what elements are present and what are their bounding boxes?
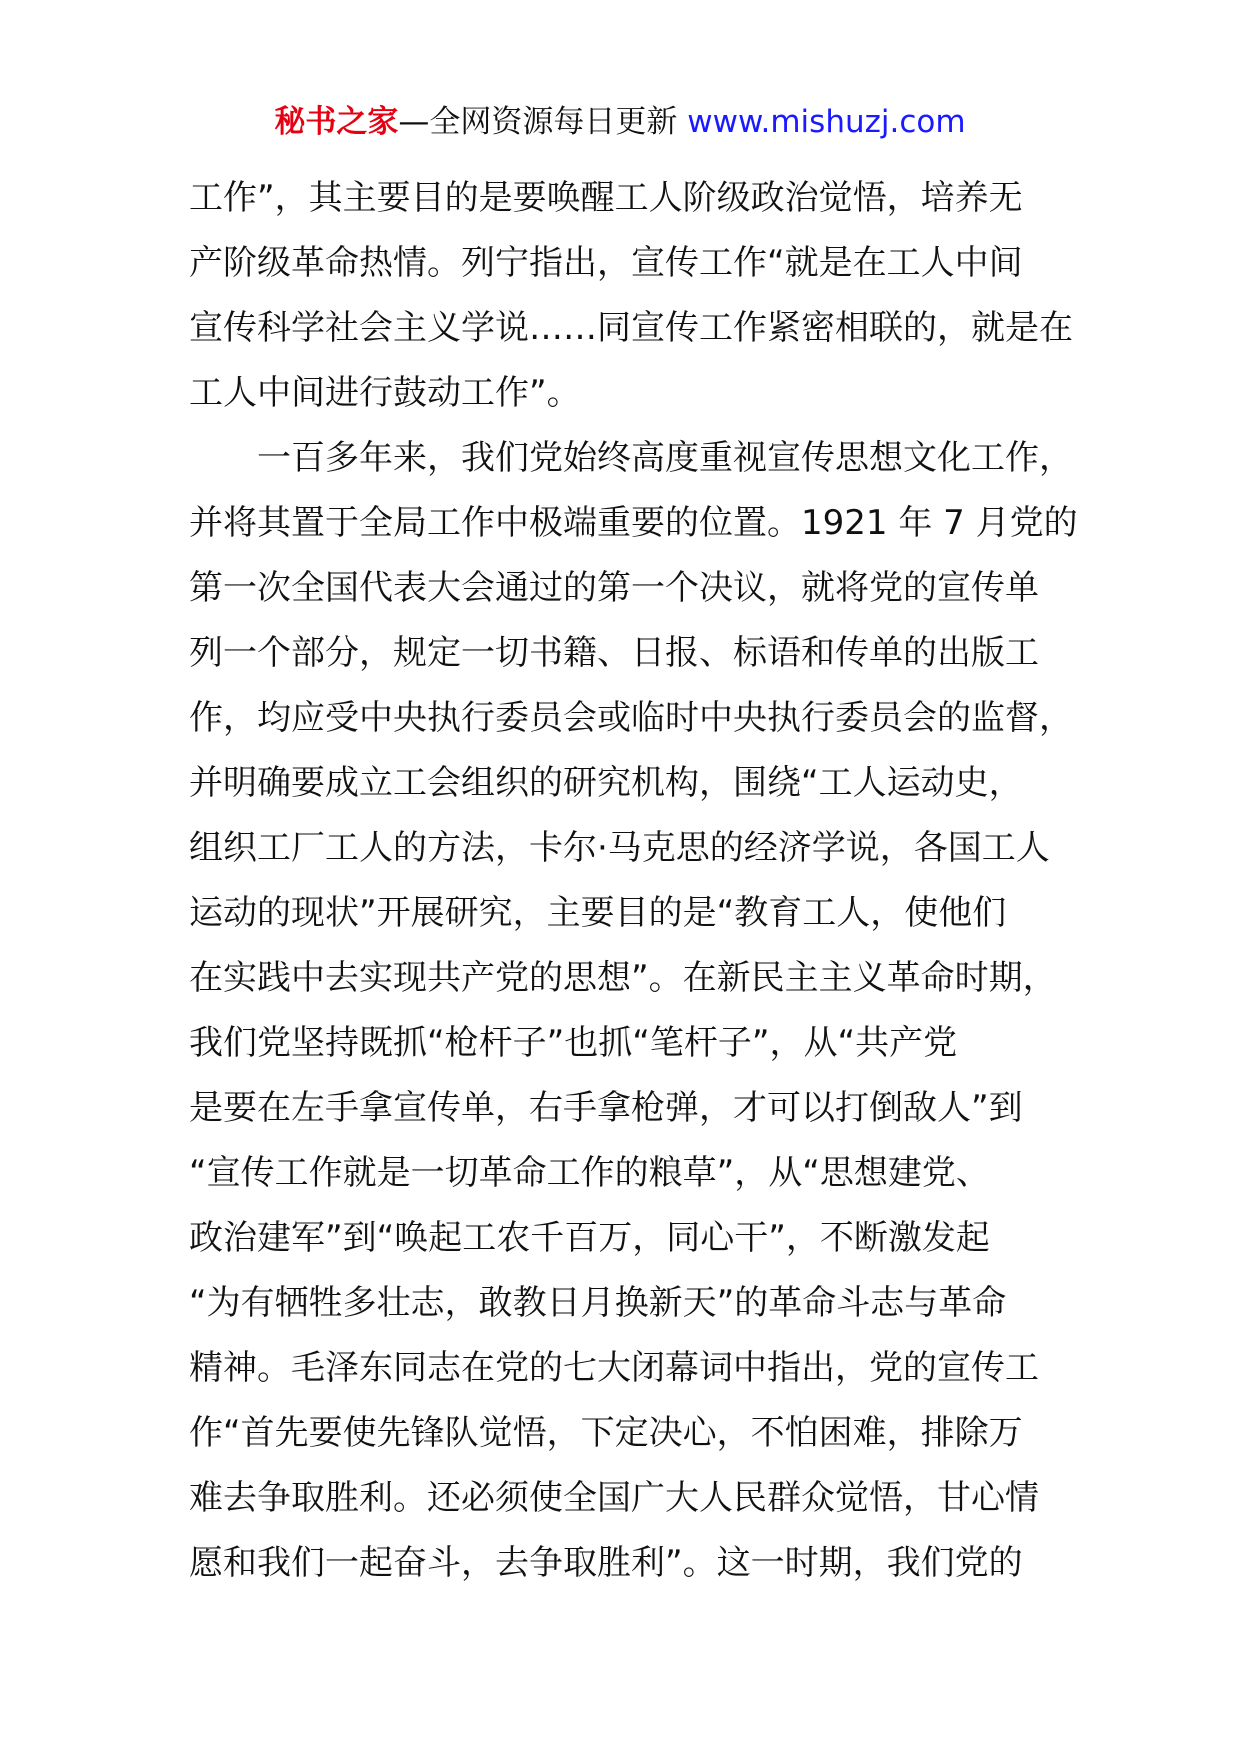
text-line: 组织工厂工人的方法，卡尔·马克思的经济学说，各国工人 — [189, 828, 1050, 868]
text-line: 一百多年来，我们党始终高度重视宣传思想文化工作， — [189, 438, 1073, 478]
text-line: 我们党坚持既抓“枪杆子”也抓“笔杆子”，从“共产党 — [189, 1023, 958, 1063]
page-header — [0, 100, 1240, 144]
text-line: 列一个部分，规定一切书籍、日报、标语和传单的出版工 — [189, 633, 1039, 673]
text-line: 运动的现状”开展研究，主要目的是“教育工人，使他们 — [189, 893, 1007, 933]
text-line: 并将其置于全局工作中极端重要的位置。1921 年 7 月党的 — [189, 503, 1078, 543]
document-body — [189, 166, 1078, 1596]
text-line: 并明确要成立工会组织的研究机构，围绕“工人运动史， — [189, 763, 1023, 803]
text-line: 愿和我们一起奋斗，去争取胜利”。这一时期，我们党的 — [189, 1543, 1023, 1583]
text-line: 政治建军”到“唤起工农千百万，同心干”，不断激发起 — [189, 1218, 990, 1258]
text-line: 难去争取胜利。还必须使全国广大人民群众觉悟，甘心情 — [189, 1478, 1039, 1518]
brand-name: 秘书之家 — [274, 104, 399, 140]
text-line: 精神。毛泽东同志在党的七大闭幕词中指出，党的宣传工 — [189, 1348, 1039, 1388]
text-line: 作，均应受中央执行委员会或临时中央执行委员会的监督， — [189, 698, 1073, 738]
text-line: 在实践中去实现共产党的思想”。在新民主主义革命时期， — [189, 958, 1057, 998]
text-line: “宣传工作就是一切革命工作的粮草”，从“思想建党、 — [189, 1153, 990, 1193]
text-line: 是要在左手拿宣传单，右手拿枪弹，才可以打倒敌人”到 — [189, 1088, 1023, 1128]
text-line: 宣传科学社会主义学说……同宣传工作紧密相联的，就是在 — [189, 308, 1073, 348]
text-line: 工人中间进行鼓动工作”。 — [189, 373, 581, 413]
text-line: 作“首先要使先锋队觉悟，下定决心，不怕困难，排除万 — [189, 1413, 1023, 1453]
text-line: 第一次全国代表大会通过的第一个决议，就将党的宣传单 — [189, 568, 1039, 608]
website-link[interactable]: www.mishuzj.com — [687, 104, 966, 140]
text-line: “为有牺牲多壮志，敢教日月换新天”的革命斗志与革命 — [189, 1283, 1007, 1323]
header-tagline: —全网资源每日更新 — [398, 104, 688, 140]
text-line: 产阶级革命热情。列宁指出，宣传工作“就是在工人中间 — [189, 243, 1023, 283]
text-line: 工作”，其主要目的是要唤醒工人阶级政治觉悟，培养无 — [189, 178, 1023, 218]
